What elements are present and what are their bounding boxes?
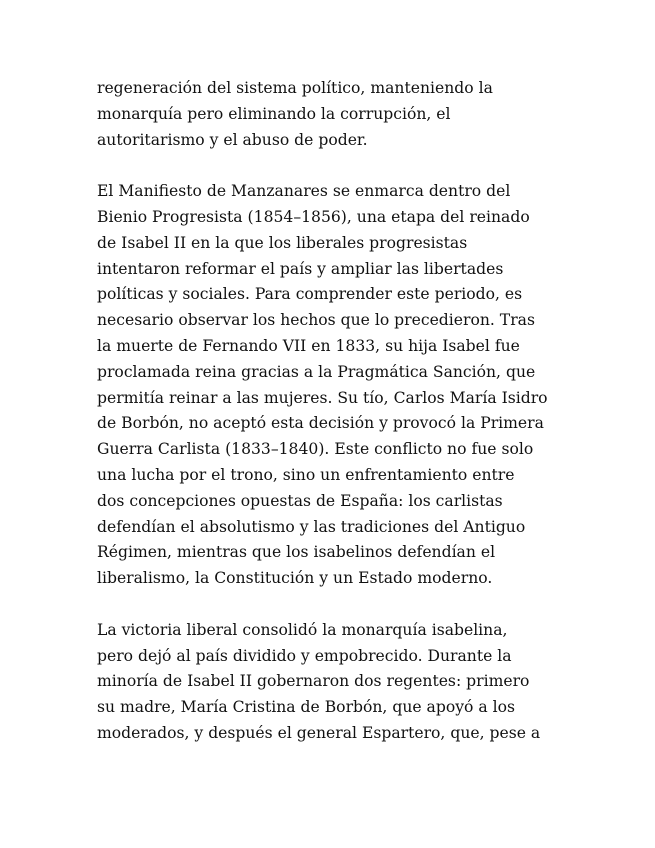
text-column [97,76,567,773]
text-line: minoría de Isabel II gobernaron dos regentes: primero [97,672,530,691]
text-line: de Borbón, no aceptó esta decisión y provocó la Primera [97,414,544,433]
text-line: Guerra Carlista (1833–1840). Este conflicto no fue solo [97,440,534,459]
text-line: liberalismo, la Constitución y un Estado moderno. [97,569,493,588]
text-line: su madre, María Cristina de Borbón, que apoyó a los [97,698,516,717]
text-line: regeneración del sistema político, manteniendo la [97,79,493,97]
paragraph-2 [97,179,567,592]
text-line: permitía reinar a las mujeres. Su tío, Carlos María Isidro [97,388,548,407]
text-line: dos concepciones opuestas de España: los carlistas [97,491,503,510]
text-line: de Isabel II en la que los liberales progresistas [97,233,468,252]
text-line: necesario observar los hechos que lo precedieron. Tras [97,311,535,330]
text-line: defendían el absolutismo y las tradiciones del Antiguo [97,517,526,536]
text-line: Bienio Progresista (1854–1856), una etapa del reinado [97,207,530,226]
text-line: El Manifiesto de Manzanares se enmarca dentro del [97,182,511,201]
text-line: Régimen, mientras que los isabelinos defendían el [97,543,496,562]
text-line: políticas y sociales. Para comprender este periodo, es [97,285,523,304]
text-line: La victoria liberal consolidó la monarquía isabelina, [97,620,508,639]
text-line: pero dejó al país dividido y empobrecido. Durante la [97,646,512,665]
text-line: autoritarismo y el abuso de poder. [97,130,368,149]
text-line: una lucha por el trono, sino un enfrentamiento entre [97,465,515,484]
text-line: la muerte de Fernando VII en 1833, su hija Isabel fue [97,336,520,355]
paragraph-1 [97,76,567,153]
text-line: monarquía pero eliminando la corrupción, el [97,104,451,123]
text-line: moderados, y después el general Espartero, que, pese a [97,723,541,742]
text-line: intentaron reformar el país y ampliar las libertades [97,259,504,278]
paragraph-3 [97,618,567,747]
text-line: proclamada reina gracias a la Pragmática Sanción, que [97,362,536,381]
